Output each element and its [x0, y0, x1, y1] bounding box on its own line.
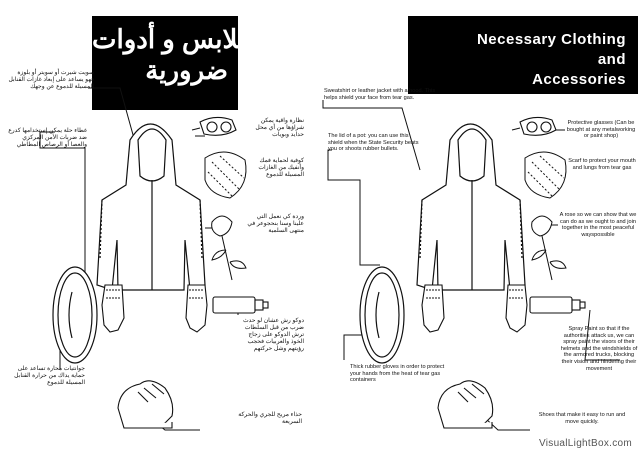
watermark: VisualLightBox.com	[538, 438, 632, 449]
gloves-drawing	[422, 285, 527, 332]
goggles-drawing	[512, 117, 556, 135]
arabic-title-line2: ضرورية	[145, 55, 228, 85]
english-label-sweatshirt: Sweatshirt or leather jacket with a hood. This helps shield your face from tear gas.	[324, 88, 436, 101]
sneaker-drawing	[438, 381, 493, 428]
english-label-shoes: Shoes that make it easy to run and move quickly.	[538, 412, 626, 425]
english-label-scarf: Scarf to protect your mouth and lungs from tear gas	[568, 158, 636, 171]
goggles-drawing	[192, 117, 236, 135]
english-label-spray: Spray Paint so that if the authorities attack us, we can spray paint the visors of their helmets and the windshields of the armored trucks, blocking their vision and hindering their movement	[560, 326, 638, 372]
english-label-glasses: Protective glasses (Can be bought at any metalworking or paint shop)	[566, 120, 636, 140]
pot-lid-drawing	[360, 267, 404, 363]
arabic-label-spray: دوكو رش عشان لو حدث ضرب من قبل السلطات ترش الدوكو على زجاج الخوذ والعربيات فحجب رؤيتهم وشل حركتهم	[242, 318, 304, 352]
arabic-label-glasses: نظارة واقية يمكن شراؤها من أي محل حدايد وبويات	[255, 118, 304, 138]
english-label-rose: A rose so we can show that we can do as we ought to and join together in the most peaceful wayspossible	[559, 212, 637, 238]
arabic-label-rose: وردة كي نعمل التي علينا وسنا بنحجوعر في منتهى السلمية	[247, 214, 304, 234]
english-title-line3: Accessories	[532, 71, 626, 88]
gloves-drawing	[102, 285, 207, 332]
english-label-pot-lid: The lid of a pot: you can use this shield when the State Security beats you or shoots rubber bullets.	[328, 133, 419, 153]
english-title-line2: and	[597, 51, 626, 68]
hoodie-drawing	[417, 124, 525, 290]
arabic-label-sweatshirt: سويت شيرت أو سويتر أو بلوزة فهو يساعد على إبعاد غازات القنابل المسيلة للدموع عن وجهك	[8, 70, 94, 90]
english-label-gloves: Thick rubber gloves in order to protect your hands from the heat of tear gas containers	[350, 364, 445, 384]
arabic-label-gloves: جوانتيات محارة تساعد على حماية يداك من حرارة القنابل المسيلة للدموع	[14, 366, 85, 386]
scarf-drawing	[205, 152, 246, 198]
english-page	[320, 0, 640, 452]
english-title-line1: Necessary Clothing	[476, 31, 626, 48]
arabic-label-shoes: حذاء مريح للجري والحركة السريعة	[238, 412, 302, 425]
arabic-label-scarf: كوفية لحماية فمك وأنفيك من الغازات المسيلة للدموع	[258, 158, 304, 178]
pot-lid-drawing	[53, 267, 97, 363]
sneaker-drawing	[118, 381, 173, 428]
spray-can-drawing	[213, 297, 268, 313]
rose-drawing	[212, 216, 246, 280]
hoodie-drawing	[97, 124, 205, 290]
scarf-drawing	[525, 152, 566, 198]
spray-can-drawing	[530, 297, 585, 313]
arabic-title-line1: ملابس و أدوات	[92, 24, 252, 54]
arabic-label-pot-lid: غطاء حلة يمكن إستخدامها كدرع ضد ضربات الأمن المركزي والعصا أو الرصاص المطاطي	[8, 128, 87, 148]
